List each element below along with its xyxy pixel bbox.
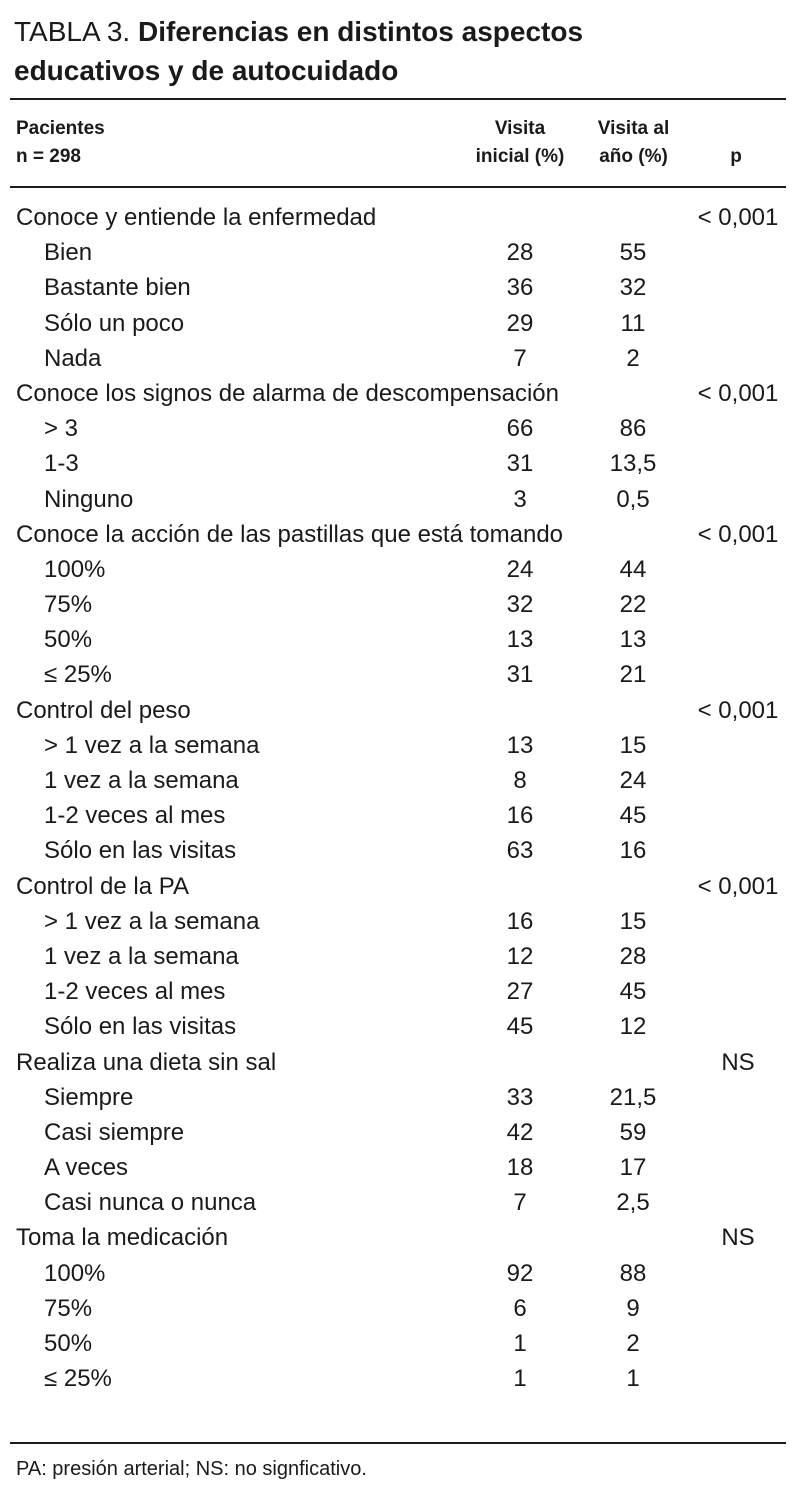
- row-label: Sólo en las visitas: [44, 837, 237, 865]
- table-row: [0, 1150, 799, 1185]
- table-row: [0, 1361, 799, 1396]
- group-label: Control del peso: [16, 696, 191, 724]
- header-visita-inicial: [460, 115, 580, 171]
- table-row: [0, 587, 799, 622]
- table-group-row: [0, 1045, 799, 1080]
- table-row: [0, 798, 799, 833]
- value-visita-anio: 0,5: [616, 485, 650, 513]
- row-label: 75%: [44, 591, 93, 619]
- group-label: Conoce los signos de alarma de descompensación: [16, 379, 559, 407]
- value-visita-inicial: 16: [506, 802, 534, 830]
- header-rule: [10, 186, 786, 188]
- row-label: 1 vez a la semana: [44, 767, 239, 794]
- row-label: Casi siempre: [44, 1118, 185, 1146]
- group-p-value: < 0,001: [697, 696, 779, 724]
- value-visita-inicial: 6: [513, 1294, 527, 1322]
- value-visita-anio: 86: [619, 415, 647, 443]
- table-row: [0, 1291, 799, 1326]
- row-label: Siempre: [44, 1083, 134, 1111]
- group-p-value: < 0,001: [697, 872, 779, 900]
- row-label: 100%: [44, 1259, 106, 1287]
- row-label: 1-2 veces al mes: [44, 802, 226, 830]
- table-row: [0, 341, 799, 376]
- row-label: Ninguno: [44, 485, 134, 513]
- table-group-row: [0, 376, 799, 411]
- table-row: [0, 235, 799, 270]
- value-visita-inicial: 42: [506, 1118, 534, 1146]
- value-visita-anio: 32: [619, 274, 647, 302]
- table-row: [0, 622, 799, 657]
- table-row: [0, 1185, 799, 1220]
- table-row: [0, 904, 799, 939]
- row-label: Nada: [44, 344, 102, 372]
- value-visita-inicial: 1: [513, 1365, 527, 1393]
- header-col1-line2: inicial (%): [475, 146, 565, 167]
- table-row: [0, 1256, 799, 1291]
- table-row: [0, 833, 799, 868]
- table-row: [0, 552, 799, 587]
- row-label: 1-3: [44, 450, 79, 478]
- table-title: [14, 12, 784, 90]
- row-label: 50%: [44, 1330, 93, 1357]
- table-group-row: [0, 693, 799, 728]
- value-visita-inicial: 29: [506, 309, 534, 337]
- group-label: Control de la PA: [16, 872, 189, 900]
- row-label: A veces: [44, 1154, 129, 1182]
- table-group-row: [0, 869, 799, 904]
- value-visita-anio: 13,5: [609, 450, 657, 478]
- value-visita-anio: 21: [619, 661, 647, 689]
- table-row: [0, 763, 799, 798]
- value-visita-inicial: 33: [506, 1083, 534, 1111]
- table-group-row: [0, 1220, 799, 1255]
- value-visita-inicial: 7: [513, 1189, 527, 1217]
- value-visita-inicial: 66: [506, 415, 534, 443]
- header-patients: [16, 115, 105, 171]
- value-visita-anio: 45: [619, 802, 647, 830]
- value-visita-anio: 45: [619, 978, 647, 1006]
- value-visita-inicial: 24: [506, 555, 534, 583]
- header-col2-line1: Visita al: [597, 118, 670, 139]
- table-row: [0, 728, 799, 763]
- value-visita-inicial: 63: [506, 837, 534, 865]
- table-title-line2: educativos y de autocuidado: [14, 55, 399, 86]
- group-p-value: < 0,001: [697, 204, 779, 231]
- group-p-value: < 0,001: [697, 520, 779, 548]
- value-visita-anio: 13: [619, 626, 647, 654]
- table-row: [0, 974, 799, 1009]
- row-label: > 3: [44, 415, 79, 443]
- value-visita-anio: 11: [620, 309, 646, 337]
- header-col1-line1: Visita: [494, 118, 546, 139]
- value-visita-inicial: 1: [513, 1330, 527, 1357]
- row-label: 50%: [44, 626, 93, 654]
- value-visita-inicial: 45: [506, 1013, 534, 1041]
- value-visita-inicial: 13: [506, 626, 534, 654]
- group-label: Conoce la acción de las pastillas que está tomando: [16, 520, 564, 548]
- value-visita-anio: 17: [619, 1154, 647, 1182]
- value-visita-anio: 15: [619, 731, 647, 759]
- value-visita-anio: 2: [626, 1330, 640, 1357]
- value-visita-inicial: 36: [506, 274, 534, 302]
- value-visita-anio: 55: [619, 239, 647, 267]
- value-visita-anio: 9: [626, 1294, 640, 1322]
- value-visita-anio: 28: [619, 942, 647, 970]
- table-row: [0, 411, 799, 446]
- value-visita-inicial: 31: [506, 450, 534, 478]
- value-visita-inicial: 92: [506, 1259, 534, 1287]
- value-visita-anio: 24: [619, 767, 647, 794]
- row-label: 75%: [44, 1294, 93, 1322]
- row-label: > 1 vez a la semana: [44, 907, 260, 935]
- row-label: > 1 vez a la semana: [44, 731, 260, 759]
- table-row: [0, 446, 799, 481]
- header-patients-n: n = 298: [16, 146, 81, 167]
- header-visita-anio: [576, 115, 691, 171]
- value-visita-anio: 88: [619, 1259, 647, 1287]
- row-label: Sólo un poco: [44, 309, 185, 337]
- table-group-row: [0, 200, 799, 235]
- table-row: [0, 1080, 799, 1115]
- row-label: Bastante bien: [44, 274, 191, 302]
- row-label: 100%: [44, 555, 106, 583]
- value-visita-anio: 2: [626, 344, 640, 372]
- top-rule: [10, 98, 786, 100]
- value-visita-anio: 59: [619, 1118, 647, 1146]
- table-body: [0, 200, 799, 1396]
- group-label: Realiza una dieta sin sal: [16, 1048, 277, 1076]
- table-row: [0, 939, 799, 974]
- value-visita-anio: 21,5: [609, 1083, 657, 1111]
- value-visita-inicial: 13: [506, 731, 534, 759]
- table-title-line1: Diferencias en distintos aspectos: [138, 16, 584, 47]
- value-visita-inicial: 27: [506, 978, 534, 1006]
- row-label: Bien: [44, 239, 93, 267]
- value-visita-inicial: 32: [506, 591, 534, 619]
- row-label: ≤ 25%: [44, 661, 112, 689]
- value-visita-anio: 12: [619, 1013, 647, 1041]
- row-label: ≤ 25%: [44, 1365, 112, 1393]
- value-visita-anio: 1: [626, 1365, 640, 1393]
- table-row: [0, 1326, 799, 1361]
- table-group-row: [0, 517, 799, 552]
- row-label: 1-2 veces al mes: [44, 978, 226, 1006]
- group-label: Toma la medicación: [16, 1224, 229, 1252]
- value-visita-anio: 2,5: [616, 1189, 650, 1217]
- value-visita-anio: 22: [619, 591, 647, 619]
- value-visita-anio: 15: [619, 907, 647, 935]
- bottom-rule: [10, 1442, 786, 1444]
- value-visita-anio: 16: [619, 837, 647, 865]
- table-row: [0, 482, 799, 517]
- value-visita-inicial: 16: [506, 907, 534, 935]
- value-visita-inicial: 28: [506, 239, 534, 267]
- group-p-value: < 0,001: [697, 379, 779, 407]
- table-footnote: PA: presión arterial; NS: no signficativo.: [16, 1458, 367, 1480]
- group-p-value: NS: [721, 1224, 755, 1252]
- table-row: [0, 270, 799, 305]
- header-col2-line2: año (%): [599, 146, 668, 167]
- value-visita-inicial: 18: [506, 1154, 534, 1182]
- value-visita-inicial: 3: [513, 485, 527, 513]
- value-visita-anio: 44: [619, 555, 647, 583]
- table-row: [0, 1009, 799, 1044]
- table-number: TABLA 3.: [14, 16, 131, 47]
- table-row: [0, 657, 799, 692]
- value-visita-inicial: 7: [513, 344, 527, 372]
- header-patients-label: Pacientes: [16, 118, 105, 139]
- value-visita-inicial: 12: [506, 942, 534, 970]
- header-p: p: [730, 146, 742, 167]
- row-label: 1 vez a la semana: [44, 942, 239, 970]
- value-visita-inicial: 8: [513, 767, 527, 794]
- row-label: Casi nunca o nunca: [44, 1189, 257, 1217]
- value-visita-inicial: 31: [506, 661, 534, 689]
- table-row: [0, 306, 799, 341]
- row-label: Sólo en las visitas: [44, 1013, 237, 1041]
- group-label: Conoce y entiende la enfermedad: [16, 204, 377, 231]
- group-p-value: NS: [721, 1048, 755, 1076]
- table-row: [0, 1115, 799, 1150]
